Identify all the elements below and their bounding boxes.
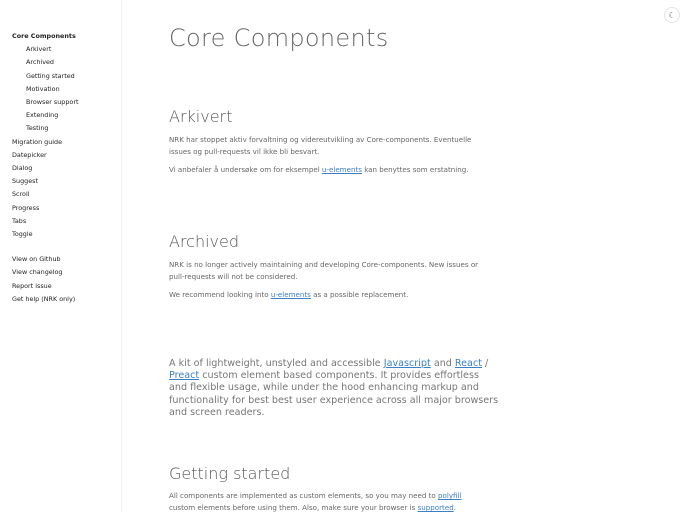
- sidebar-item-getting-started[interactable]: Getting started: [26, 71, 75, 80]
- u-elements-link[interactable]: u-elements: [321, 165, 362, 174]
- report-issue-link[interactable]: Report issue: [12, 281, 52, 290]
- sidebar-item-browser-support[interactable]: Browser support: [26, 98, 79, 107]
- sidebar-nav: [12, 30, 78, 306]
- arkivert-paragraph-1: NRK har stoppet aktiv forvaltning og videreutvikling av Core-components. Eventuelle issues og pull-requests vil ikke bli besvart.: [169, 135, 472, 156]
- theme-toggle-button[interactable]: [664, 7, 680, 23]
- page-title: Core Components: [169, 24, 389, 52]
- polyfill-link[interactable]: polyfill: [438, 491, 462, 500]
- sidebar-item-progress[interactable]: Progress: [12, 203, 40, 212]
- sidebar-item-archived[interactable]: Archived: [26, 58, 54, 67]
- preact-link[interactable]: Preact: [169, 370, 200, 382]
- sidebar-item-testing[interactable]: Testing: [26, 124, 49, 133]
- sidebar-item-scroll[interactable]: Scroll: [12, 190, 30, 199]
- heading-getting-started: Getting started: [169, 464, 291, 483]
- sidebar-item-arkivert[interactable]: Arkivert: [26, 45, 52, 54]
- sidebar-item-suggest[interactable]: Suggest: [12, 177, 38, 186]
- heading-archived: Archived: [169, 232, 240, 251]
- archived-paragraph-2: We recommend looking into u-elements as a possible replacement.: [169, 290, 409, 299]
- getting-started-paragraph: All components are implemented as custom elements, so you may need to polyfill custom elements before using them. Also, make sure your browser is supported.: [169, 491, 462, 512]
- sidebar-item-core-components[interactable]: Core Components: [12, 32, 76, 40]
- sidebar-item-datepicker[interactable]: Datepicker: [12, 150, 47, 159]
- sidebar-item-migration-guide[interactable]: Migration guide: [12, 137, 63, 146]
- arkivert-paragraph-2: Vi anbefaler å undersøke om for eksempel u-elements kan benyttes som erstatning.: [169, 165, 469, 174]
- sidebar-item-toggle[interactable]: Toggle: [12, 230, 33, 239]
- sidebar-item-extending[interactable]: Extending: [26, 111, 59, 120]
- supported-link[interactable]: supported: [417, 503, 454, 512]
- sidebar-item-motivation[interactable]: Motivation: [26, 84, 60, 93]
- changelog-link[interactable]: View changelog: [12, 268, 63, 277]
- github-link[interactable]: View on Github: [12, 255, 61, 264]
- heading-arkivert: Arkivert: [169, 107, 233, 126]
- archived-paragraph-1: NRK is no longer actively maintaining and developing Core-components. New issues or pull-requests will not be considered.: [169, 260, 479, 281]
- sidebar-item-dialog[interactable]: Dialog: [12, 164, 33, 173]
- react-link[interactable]: React: [454, 358, 482, 369]
- javascript-link[interactable]: Javascript: [383, 358, 431, 369]
- sidebar-gap: [12, 241, 78, 253]
- moon-icon: ☾: [668, 10, 676, 20]
- u-elements-link[interactable]: u-elements: [270, 290, 311, 299]
- intro-paragraph: A kit of lightweight, unstyled and accessible Javascript and React / Preact custom element based components. It provides effortless and flexible usage, while under the hood enhancing markup and functionality for best best user experience across all major browsers and screen readers.: [169, 358, 499, 418]
- sidebar-item-tabs[interactable]: Tabs: [12, 216, 27, 225]
- get-help-link[interactable]: Get help (NRK only): [12, 294, 76, 303]
- sidebar: [0, 0, 122, 512]
